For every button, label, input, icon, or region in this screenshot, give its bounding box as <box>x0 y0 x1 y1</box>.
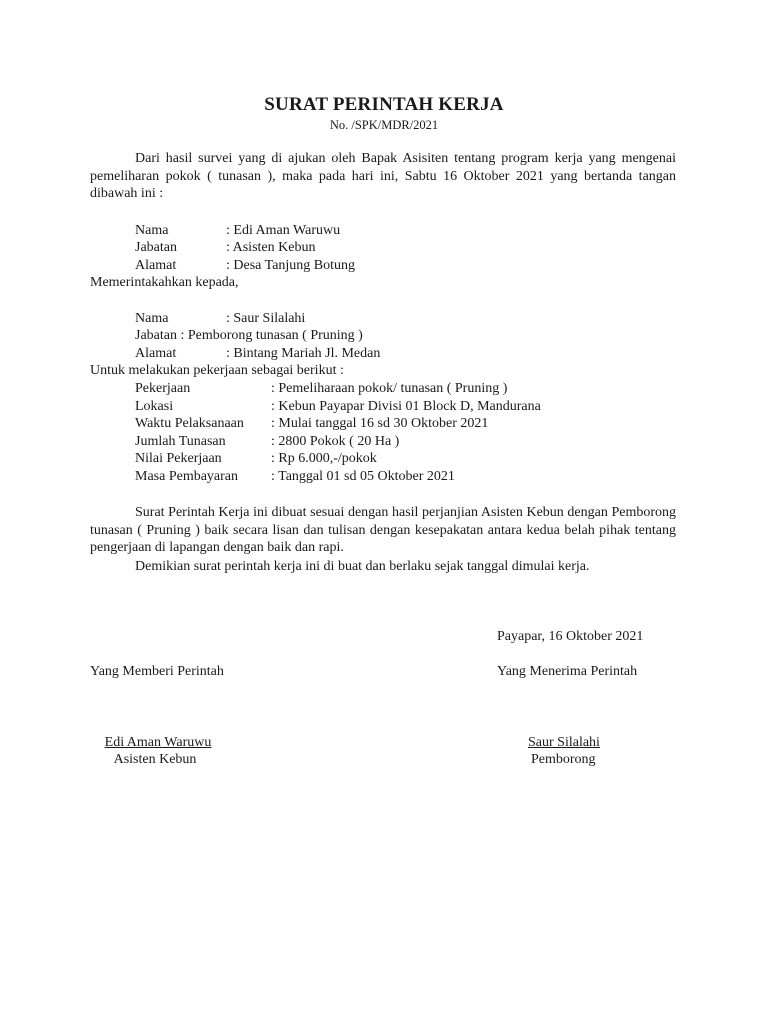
sign-right-name: Saur Silalahi <box>528 735 600 750</box>
work-detail-value: : Mulai tanggal 16 sd 30 Oktober 2021 <box>271 416 489 431</box>
work-detail-label: Lokasi <box>135 399 174 414</box>
receiver-name-label: Nama <box>135 311 169 326</box>
sign-right-role: Pemborong <box>531 752 596 767</box>
work-detail-value: : Kebun Payapar Divisi 01 Block D, Mandurana <box>271 399 541 414</box>
sign-left-role: Asisten Kebun <box>113 752 197 767</box>
work-detail-value: : Rp 6.000,-/pokok <box>271 451 377 466</box>
giver-name-label: Nama <box>135 223 169 238</box>
giver-address-value: : Desa Tanjung Botung <box>226 258 356 273</box>
work-detail-label: Waktu Pelaksanaan <box>135 416 244 431</box>
work-detail-label: Nilai Pekerjaan <box>135 451 222 466</box>
receiver-address-value: : Bintang Mariah Jl. Medan <box>226 346 381 361</box>
order-line: Memerintakahkan kepada, <box>90 275 239 290</box>
work-detail-label: Masa Pembayaran <box>135 469 239 484</box>
work-detail-value: : 2800 Pokok ( 20 Ha ) <box>271 434 400 449</box>
giver-position-label: Jabatan <box>135 240 177 255</box>
giver-address-label: Alamat <box>135 258 177 273</box>
document-number: No. /SPK/MDR/2021 <box>329 118 439 132</box>
closing-text: Surat Perintah Kerja ini dibuat sesuai dengan hasil perjanjian Asisten Kebun dengan Pemborong tunasan ( Pruning ) baik secara lisan dan tulisan dengan kesepakatan antara kedua belah pihak tentang pengerjaan di lapangan dengan baik dan rapi. <box>90 505 676 556</box>
place-date: Payapar, 16 Oktober 2021 <box>497 629 644 644</box>
receiver-position-line: Jabatan : Pemborong tunasan ( Pruning ) <box>135 328 363 343</box>
document-title: SURAT PERINTAH KERJA <box>264 94 504 115</box>
work-detail-value: : Pemeliharaan pokok/ tunasan ( Pruning ) <box>271 381 508 396</box>
sign-right-heading: Yang Menerima Perintah <box>497 664 638 679</box>
giver-name-row <box>135 222 168 239</box>
intro-paragraph <box>90 150 676 203</box>
work-detail-label: Jumlah Tunasan <box>135 434 226 449</box>
closing-paragraph <box>90 504 676 557</box>
sign-left-name: Edi Aman Waruwu <box>104 735 212 750</box>
work-detail-label: Pekerjaan <box>135 381 191 396</box>
giver-position-value: : Asisten Kebun <box>226 240 316 255</box>
sign-left-heading: Yang Memberi Perintah <box>90 664 224 679</box>
work-intro: Untuk melakukan pekerjaan sebagai berikut : <box>90 363 344 378</box>
intro-text: Dari hasil survei yang di ajukan oleh Bapak Asisiten tentang program kerja yang mengenai pemeliharan pokok ( tunasan ), maka pada hari ini, Sabtu 16 Oktober 2021 yang bertanda tangan dibawah ini : <box>90 151 676 202</box>
receiver-name-value: : Saur Silalahi <box>226 311 306 326</box>
giver-name-value: : Edi Aman Waruwu <box>226 223 341 238</box>
receiver-address-label: Alamat <box>135 346 177 361</box>
work-detail-value: : Tanggal 01 sd 05 Oktober 2021 <box>271 469 455 484</box>
closing-statement: Demikian surat perintah kerja ini di buat dan berlaku sejak tanggal dimulai kerja. <box>135 559 590 574</box>
